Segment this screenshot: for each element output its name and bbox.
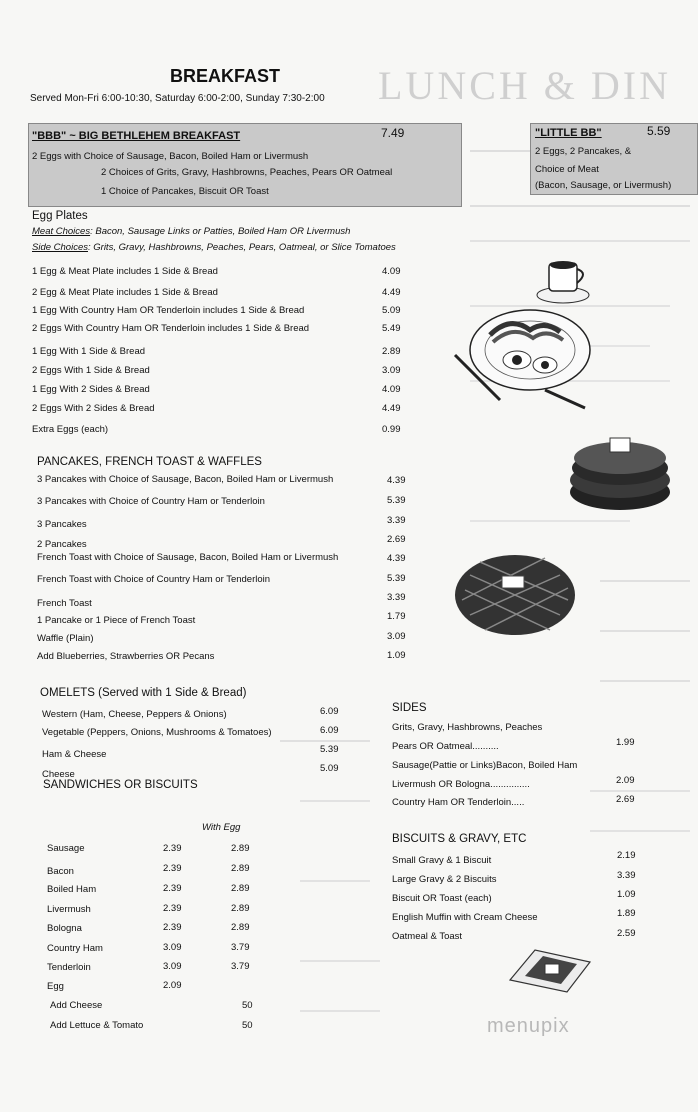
item-price-with-egg: 2.89 xyxy=(231,883,250,894)
item-price: 6.09 xyxy=(320,725,339,736)
pancakes-heading: PANCAKES, FRENCH TOAST & WAFFLES xyxy=(37,456,262,468)
item-price: 5.49 xyxy=(382,323,401,334)
item-name: Oatmeal & Toast xyxy=(392,931,463,942)
little-bb-banner xyxy=(530,123,698,195)
item-name: Ham & Cheese xyxy=(42,749,107,760)
item-name: Grits, Gravy, Hashbrowns, Peaches xyxy=(392,722,543,733)
item-name: Small Gravy & 1 Biscuit xyxy=(392,855,492,866)
item-name: 3 Pancakes with Choice of Country Ham or Tenderloin xyxy=(37,496,265,507)
item-name: Country Ham xyxy=(47,943,103,954)
item-price: 3.39 xyxy=(387,592,406,603)
item-name: Sausage xyxy=(47,843,85,854)
item-name: Bologna xyxy=(47,923,82,934)
bleed-through-title: LUNCH & DIN xyxy=(378,63,671,108)
item-price: 4.39 xyxy=(387,553,406,564)
item-name: Waffle (Plain) xyxy=(37,633,94,644)
egg-plates-heading: Egg Plates xyxy=(32,210,88,222)
item-price: 3.39 xyxy=(387,515,406,526)
item-price-with-egg: 50 xyxy=(242,1000,253,1011)
bbb-line-1: 2 Eggs with Choice of Sausage, Bacon, Boiled Ham or Livermush xyxy=(32,151,309,162)
biscuits-gravy-heading: BISCUITS & GRAVY, ETC xyxy=(392,833,527,845)
item-name: French Toast with Choice of Sausage, Bacon, Boiled Ham or Livermush xyxy=(37,552,339,563)
item-name: Pears OR Oatmeal.......... xyxy=(392,741,499,752)
item-price-with-egg: 3.79 xyxy=(231,942,250,953)
pancake-stack-illustration xyxy=(565,422,675,517)
with-egg-label: With Egg xyxy=(202,822,241,833)
item-price: 5.09 xyxy=(320,763,339,774)
item-price: 2.39 xyxy=(163,922,182,933)
bbb-price: 7.49 xyxy=(381,126,405,140)
little-bb-line-1: 2 Eggs, 2 Pancakes, & xyxy=(535,146,632,157)
item-price: 4.49 xyxy=(382,403,401,414)
item-name: French Toast with Choice of Country Ham or Tenderloin xyxy=(37,574,271,585)
biscuit-illustration xyxy=(505,940,595,995)
item-name: Add Blueberries, Strawberries OR Pecans xyxy=(37,651,215,662)
item-price: 4.49 xyxy=(382,287,401,298)
item-name: Biscuit OR Toast (each) xyxy=(392,893,492,904)
menupix-watermark: menupix xyxy=(487,1015,570,1037)
little-bb-line-3: (Bacon, Sausage, or Livermush) xyxy=(535,180,672,191)
sides-heading: SIDES xyxy=(392,702,427,714)
coffee-cup-illustration xyxy=(535,255,595,305)
meat-choices: Meat Choices: Bacon, Sausage Links or Patties, Boiled Ham OR Livermush xyxy=(32,226,351,237)
item-price: 3.09 xyxy=(382,365,401,376)
item-price-with-egg: 2.89 xyxy=(231,922,250,933)
item-name: Livermush OR Bologna............... xyxy=(392,779,530,790)
page-title: BREAKFAST xyxy=(170,66,281,86)
item-name: 2 Pancakes xyxy=(37,539,87,550)
little-bb-name: "LITTLE BB" xyxy=(535,127,602,139)
item-price: 1.89 xyxy=(617,908,636,919)
item-name: 2 Eggs With 2 Sides & Bread xyxy=(32,403,155,414)
omelets-heading: OMELETS (Served with 1 Side & Bread) xyxy=(40,687,247,699)
item-name: 1 Egg With 2 Sides & Bread xyxy=(32,384,150,395)
item-price: 2.89 xyxy=(382,346,401,357)
item-price: 0.99 xyxy=(382,424,401,435)
item-name: 1 Egg With 1 Side & Bread xyxy=(32,346,146,357)
side-choices: Side Choices: Grits, Gravy, Hashbrowns, Peaches, Pears, Oatmeal, or Slice Tomatoes xyxy=(32,242,396,253)
item-price: 3.39 xyxy=(617,870,636,881)
item-name: Tenderloin xyxy=(47,962,91,973)
item-name: French Toast xyxy=(37,598,92,609)
item-price: 4.39 xyxy=(387,475,406,486)
item-price: 2.69 xyxy=(387,534,406,545)
item-name: 1 Egg With Country Ham OR Tenderloin includes 1 Side & Bread xyxy=(32,305,305,316)
item-price: 1.09 xyxy=(387,650,406,661)
item-price: 2.69 xyxy=(616,794,635,805)
item-price-with-egg: 2.89 xyxy=(231,903,250,914)
item-price: 2.39 xyxy=(163,863,182,874)
item-name: Livermush xyxy=(47,904,91,915)
item-price: 5.39 xyxy=(387,573,406,584)
bbb-line-3: 1 Choice of Pancakes, Biscuit OR Toast xyxy=(101,186,269,197)
item-price: 4.09 xyxy=(382,266,401,277)
item-name: Extra Eggs (each) xyxy=(32,424,109,435)
item-name: Country Ham OR Tenderloin..... xyxy=(392,797,525,808)
item-price: 3.09 xyxy=(387,631,406,642)
item-name: Sausage(Pattie or Links)Bacon, Boiled Ham xyxy=(392,760,578,771)
item-price: 4.09 xyxy=(382,384,401,395)
bbb-name: "BBB" ~ BIG BETHLEHEM BREAKFAST xyxy=(32,130,241,142)
item-name: 1 Pancake or 1 Piece of French Toast xyxy=(37,615,196,626)
little-bb-price: 5.59 xyxy=(647,124,671,138)
item-price: 1.09 xyxy=(617,889,636,900)
item-name: 3 Pancakes xyxy=(37,519,87,530)
item-name: Egg xyxy=(47,981,64,992)
item-price: 5.39 xyxy=(320,744,339,755)
item-name: 2 Eggs With Country Ham OR Tenderloin includes 1 Side & Bread xyxy=(32,323,310,334)
item-name: English Muffin with Cream Cheese xyxy=(392,912,538,923)
item-price: 1.79 xyxy=(387,611,406,622)
item-name: 2 Egg & Meat Plate includes 1 Side & Bread xyxy=(32,287,218,298)
serving-hours: Served Mon-Fri 6:00-10:30, Saturday 6:00-2:00, Sunday 7:30-2:00 xyxy=(30,93,325,104)
item-price-with-egg: 50 xyxy=(242,1020,253,1031)
waffle-illustration xyxy=(450,550,580,640)
item-price: 2.39 xyxy=(163,883,182,894)
item-price: 1.99 xyxy=(616,737,635,748)
item-price: 2.19 xyxy=(617,850,636,861)
item-name: Cheese xyxy=(42,769,75,780)
item-price: 2.09 xyxy=(616,775,635,786)
item-name: Large Gravy & 2 Biscuits xyxy=(392,874,497,885)
item-price: 6.09 xyxy=(320,706,339,717)
item-price: 3.09 xyxy=(163,961,182,972)
item-name: 2 Eggs With 1 Side & Bread xyxy=(32,365,150,376)
item-price: 3.09 xyxy=(163,942,182,953)
item-name: Boiled Ham xyxy=(47,884,97,895)
bbb-line-2: 2 Choices of Grits, Gravy, Hashbrowns, Peaches, Pears OR Oatmeal xyxy=(101,167,393,178)
item-price-with-egg: 2.89 xyxy=(231,863,250,874)
item-price: 2.39 xyxy=(163,843,182,854)
item-name: Add Lettuce & Tomato xyxy=(50,1020,144,1031)
little-bb-line-2: Choice of Meat xyxy=(535,164,599,175)
item-name: 3 Pancakes with Choice of Sausage, Bacon, Boiled Ham or Livermush xyxy=(37,474,334,485)
item-price: 5.09 xyxy=(382,305,401,316)
item-price: 2.39 xyxy=(163,903,182,914)
item-price: 2.59 xyxy=(617,928,636,939)
item-price-with-egg: 3.79 xyxy=(231,961,250,972)
sandwiches-heading: SANDWICHES OR BISCUITS xyxy=(43,779,198,791)
bbb-banner xyxy=(28,123,462,207)
item-name: 1 Egg & Meat Plate includes 1 Side & Bread xyxy=(32,266,218,277)
item-price-with-egg: 2.89 xyxy=(231,843,250,854)
item-name: Western (Ham, Cheese, Peppers & Onions) xyxy=(42,709,227,720)
item-price: 5.39 xyxy=(387,495,406,506)
item-name: Vegetable (Peppers, Onions, Mushrooms & Tomatoes) xyxy=(42,727,272,738)
item-name: Add Cheese xyxy=(50,1000,103,1011)
item-price: 2.09 xyxy=(163,980,182,991)
item-name: Bacon xyxy=(47,866,74,877)
